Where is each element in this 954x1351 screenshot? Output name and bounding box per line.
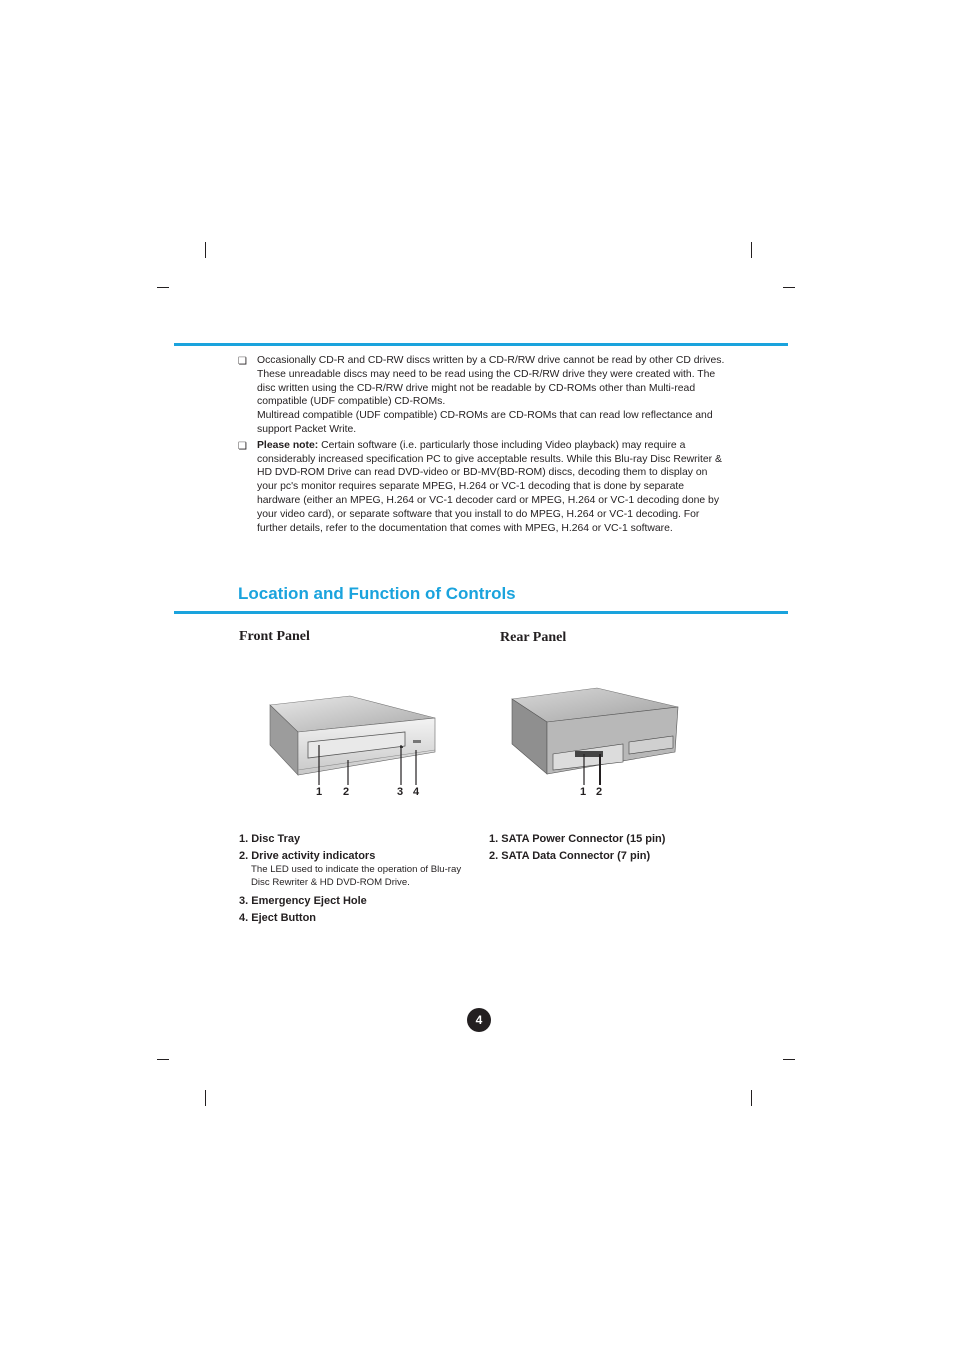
crop-mark — [751, 1090, 752, 1106]
note-body: Certain software (i.e. particularly those including Video playback) may require a considerably increased specification PC to give acceptable results. While this Blu-ray Disc Rewriter & HD DVD-ROM Drive can read DVD-video or BD-MV(BD-ROM) discs, decoding them to display on your pc's monitor requires separate MPEG, H.264 or VC-1 decoding that is done by separate hardware (either an MPEG, H.264 or VC-1 decoder card or MPEG, H.264 or VC-1 decoding done by your video card), or separate software that you install to do MPEG, H.264 or VC-1 decoding. For further details, refer to the documentation that comes with MPEG, H.264 or VC-1 software. — [257, 439, 722, 534]
rear-callout-lines — [575, 750, 615, 790]
crop-mark — [157, 287, 169, 288]
page-number: 4 — [467, 1008, 491, 1032]
front-item-label: 2. Drive activity indicators — [239, 850, 376, 862]
front-callout-number: 4 — [413, 786, 420, 798]
rear-item-label: 2. SATA Data Connector (7 pin) — [489, 850, 651, 862]
note-item — [238, 439, 728, 536]
crop-mark — [205, 242, 206, 258]
checkbox-bullet-icon: ❏ — [238, 356, 247, 367]
front-item-label: 3. Emergency Eject Hole — [239, 894, 367, 907]
front-item-description: The LED used to indicate the operation of Blu-ray Disc Rewriter & HD DVD-ROM Drive. — [251, 864, 462, 888]
front-callout-number: 1 — [316, 786, 323, 798]
notes-list — [238, 354, 728, 537]
note-bold-label: Please note: — [257, 439, 319, 451]
front-item-label: 4. Eject Button — [239, 911, 317, 924]
crop-mark — [205, 1090, 206, 1106]
crop-mark — [751, 242, 752, 258]
front-panel-title: Front Panel — [239, 629, 310, 644]
note-text — [257, 439, 728, 536]
crop-mark — [783, 1059, 795, 1060]
front-callout-lines — [300, 730, 440, 790]
front-callout-number: 3 — [397, 786, 404, 798]
top-divider — [174, 343, 788, 346]
rear-item-label: 1. SATA Power Connector (15 pin) — [489, 833, 666, 845]
rear-callout-number: 2 — [596, 786, 603, 798]
crop-mark — [157, 1059, 169, 1060]
front-panel-items — [239, 833, 479, 929]
note-text: Occasionally CD-R and CD-RW discs written by a CD-R/RW drive cannot be read by other CD drives. These unreadable discs may need to be read using the CD-R/RW drive they were created with. The disc written using the CD-R/RW drive might not be readable by CD-ROMs other than Multi-read compatible (UDF compatible) CD-ROMs. — [257, 355, 725, 408]
crop-mark — [783, 287, 795, 288]
front-item-label: 1. Disc Tray — [239, 833, 301, 845]
note-text: Multiread compatible (UDF compatible) CD-ROMs are CD-ROMs that can read low reflectance and support Packet Write. — [257, 410, 713, 435]
section-title: Location and Function of Controls — [238, 584, 516, 603]
section-divider — [174, 611, 788, 614]
checkbox-bullet-icon: ❏ — [238, 440, 247, 452]
front-callout-number: 2 — [343, 786, 350, 798]
rear-panel-title: Rear Panel — [500, 630, 567, 645]
rear-panel-items — [489, 833, 749, 867]
rear-callout-number: 1 — [580, 786, 587, 798]
note-item — [238, 354, 728, 437]
